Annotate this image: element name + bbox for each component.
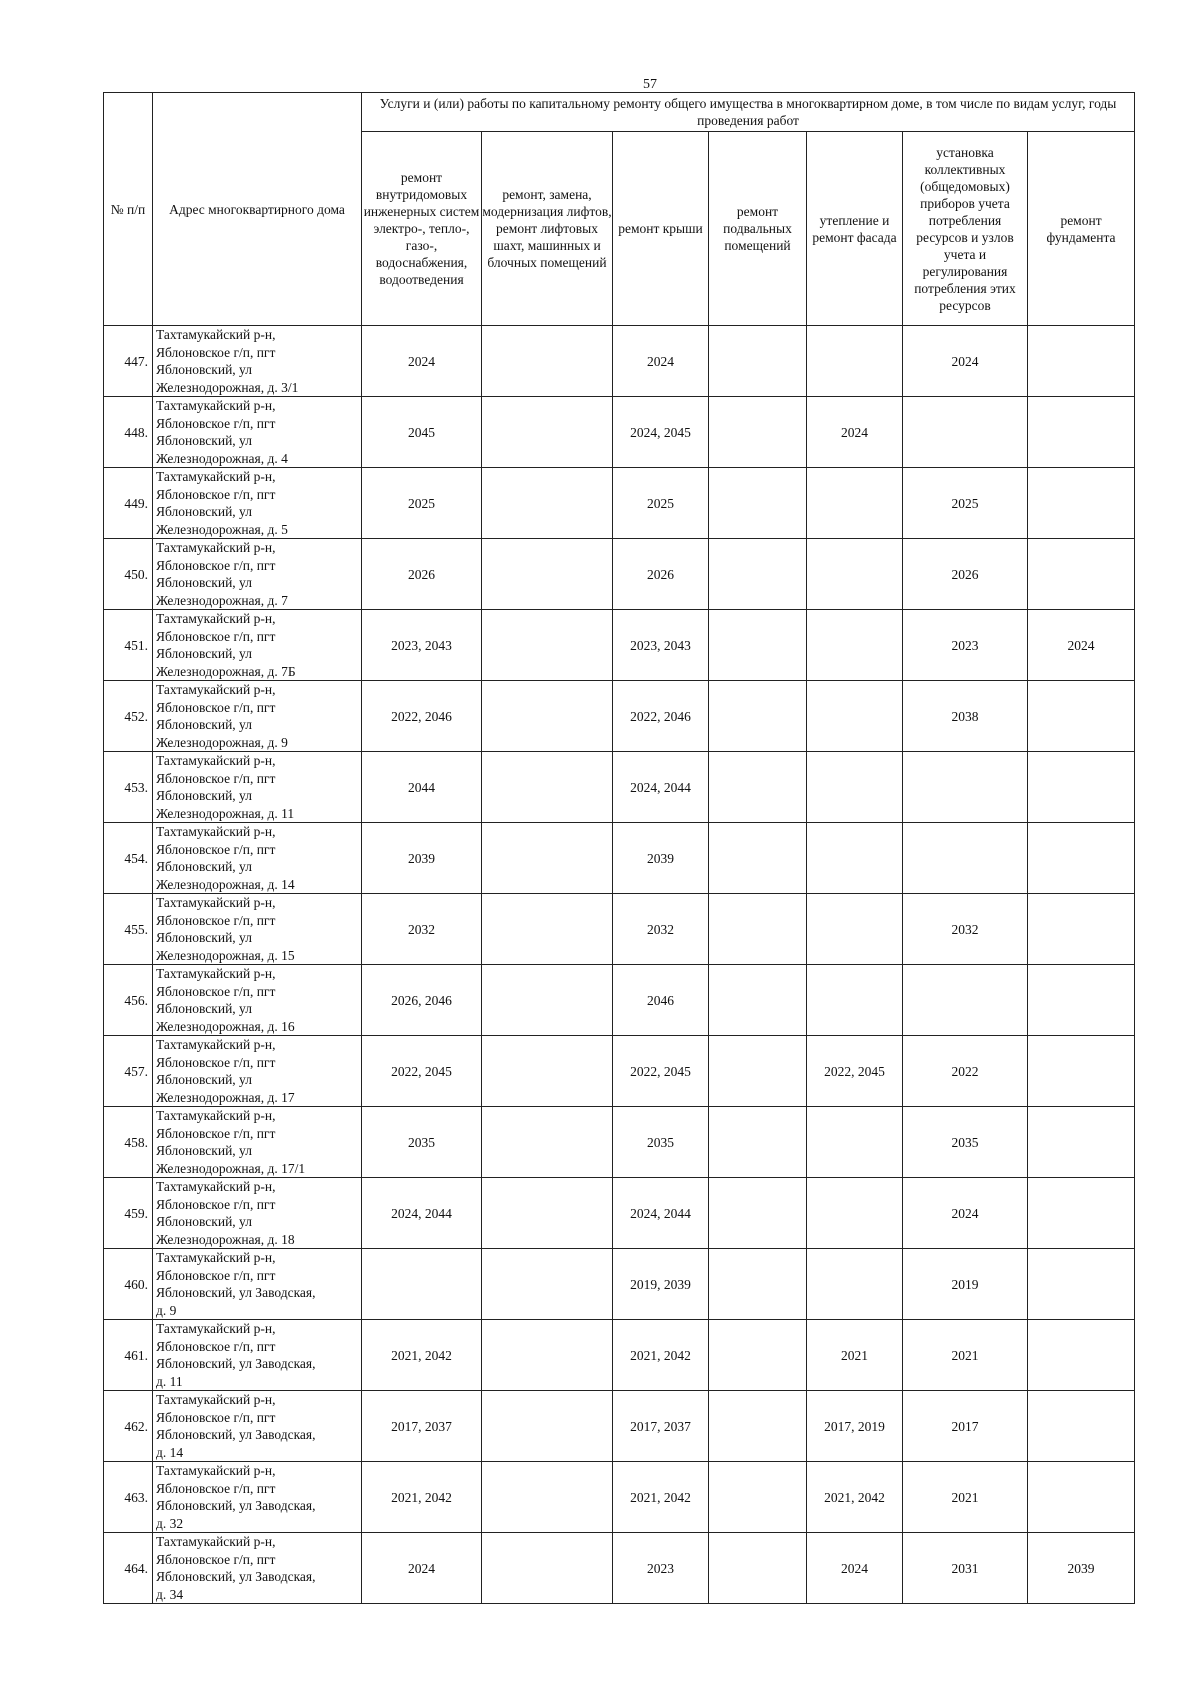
cell-eng: 2024, 2044 — [362, 1178, 482, 1249]
cell-roof: 2025 — [613, 468, 709, 539]
address-line: Тахтамукайский р-н, — [156, 895, 276, 910]
table-row — [104, 1036, 1135, 1107]
cell-meters — [903, 965, 1028, 1036]
table-row — [104, 397, 1135, 468]
cell-meters: 2017 — [903, 1391, 1028, 1462]
table-row — [104, 823, 1135, 894]
address-line: Тахтамукайский р-н, — [156, 1108, 276, 1123]
table-row — [104, 1533, 1135, 1604]
address-line: Тахтамукайский р-н, — [156, 824, 276, 839]
cell-base — [709, 397, 807, 468]
row-address — [153, 610, 362, 681]
cell-eng — [362, 1249, 482, 1320]
cell-found — [1028, 681, 1135, 752]
cell-base — [709, 610, 807, 681]
address-line: Тахтамукайский р-н, — [156, 1534, 276, 1549]
row-number: 453. — [104, 752, 153, 823]
cell-facade — [807, 468, 903, 539]
cell-base — [709, 752, 807, 823]
address-line: Яблоновский, ул — [156, 362, 252, 377]
address-line: Яблоновское г/п, пгт — [156, 1338, 276, 1354]
row-number: 461. — [104, 1320, 153, 1391]
cell-base — [709, 468, 807, 539]
address-line: Железнодорожная, д. 17/1 — [156, 1160, 306, 1176]
cell-eng: 2024 — [362, 326, 482, 397]
row-number: 460. — [104, 1249, 153, 1320]
row-address — [153, 1320, 362, 1391]
cell-meters: 2035 — [903, 1107, 1028, 1178]
address-line: Яблоновский, ул — [156, 1001, 252, 1016]
cell-meters: 2019 — [903, 1249, 1028, 1320]
cell-facade — [807, 681, 903, 752]
row-address — [153, 468, 362, 539]
row-number: 462. — [104, 1391, 153, 1462]
cell-found: 2039 — [1028, 1533, 1135, 1604]
address-line: Железнодорожная, д. 14 — [156, 876, 295, 892]
address-line: Яблоновское г/п, пгт — [156, 1054, 276, 1070]
cell-elev — [482, 326, 613, 397]
address-line: Яблоновский, ул — [156, 717, 252, 732]
address-line: Тахтамукайский р-н, — [156, 611, 276, 626]
address-line: Тахтамукайский р-н, — [156, 540, 276, 555]
table-row — [104, 681, 1135, 752]
table-row — [104, 1320, 1135, 1391]
address-line: Тахтамукайский р-н, — [156, 398, 276, 413]
cell-meters: 2022 — [903, 1036, 1028, 1107]
header-elevators: ремонт, замена, модернизация лифтов, ремонт лифтовых шахт, машинных и блочных помещений — [482, 132, 613, 326]
row-number: 448. — [104, 397, 153, 468]
address-line: Яблоновское г/п, пгт — [156, 1196, 276, 1212]
address-line: Яблоновское г/п, пгт — [156, 1409, 276, 1425]
address-line: Железнодорожная, д. 16 — [156, 1018, 295, 1034]
row-address — [153, 894, 362, 965]
cell-elev — [482, 1107, 613, 1178]
cell-base — [709, 1249, 807, 1320]
address-line: Тахтамукайский р-н, — [156, 1321, 276, 1336]
cell-meters: 2031 — [903, 1533, 1028, 1604]
row-number: 459. — [104, 1178, 153, 1249]
cell-base — [709, 1178, 807, 1249]
cell-eng: 2017, 2037 — [362, 1391, 482, 1462]
header-basement: ремонт подвальных помещений — [709, 132, 807, 326]
table-row — [104, 468, 1135, 539]
address-line: Яблоновское г/п, пгт — [156, 912, 276, 928]
cell-meters: 2024 — [903, 326, 1028, 397]
header-engineering: ремонт внутридомовых инженерных систем электро-, тепло-, газо-, водоснабжения, водоотведения — [362, 132, 482, 326]
cell-roof: 2021, 2042 — [613, 1320, 709, 1391]
address-line: Яблоновский, ул — [156, 504, 252, 519]
cell-base — [709, 1320, 807, 1391]
row-address — [153, 397, 362, 468]
address-line: Яблоновское г/п, пгт — [156, 770, 276, 786]
row-number: 449. — [104, 468, 153, 539]
address-line: Яблоновский, ул — [156, 930, 252, 945]
row-address — [153, 1178, 362, 1249]
cell-found — [1028, 1036, 1135, 1107]
address-line: Яблоновский, ул Заводская, — [156, 1356, 316, 1371]
cell-base — [709, 1533, 807, 1604]
cell-meters — [903, 397, 1028, 468]
table-row — [104, 1249, 1135, 1320]
cell-base — [709, 1391, 807, 1462]
address-line: Яблоновский, ул — [156, 788, 252, 803]
address-line: Яблоновское г/п, пгт — [156, 983, 276, 999]
header-group-title: Услуги и (или) работы по капитальному ремонту общего имущества в многоквартирном доме, в том числе по видам услуг, годы проведения работ — [362, 93, 1135, 132]
row-number: 464. — [104, 1533, 153, 1604]
address-line: Железнодорожная, д. 18 — [156, 1231, 295, 1247]
row-number: 454. — [104, 823, 153, 894]
cell-base — [709, 965, 807, 1036]
cell-roof: 2024, 2044 — [613, 752, 709, 823]
cell-base — [709, 681, 807, 752]
table-row — [104, 1178, 1135, 1249]
address-line: Железнодорожная, д. 15 — [156, 947, 295, 963]
address-line: Яблоновский, ул — [156, 646, 252, 661]
cell-found — [1028, 894, 1135, 965]
cell-eng: 2022, 2045 — [362, 1036, 482, 1107]
cell-roof: 2024, 2045 — [613, 397, 709, 468]
cell-roof: 2023, 2043 — [613, 610, 709, 681]
address-line: Яблоновский, ул Заводская, — [156, 1569, 316, 1584]
table-row — [104, 1462, 1135, 1533]
address-line: Яблоновский, ул Заводская, — [156, 1427, 316, 1442]
page-number: 57 — [643, 77, 657, 92]
cell-found — [1028, 326, 1135, 397]
cell-facade — [807, 1107, 903, 1178]
table-row — [104, 752, 1135, 823]
address-line: Железнодорожная, д. 3/1 — [156, 379, 299, 395]
cell-elev — [482, 1320, 613, 1391]
cell-found — [1028, 468, 1135, 539]
address-line: д. 32 — [156, 1515, 184, 1531]
row-address — [153, 1107, 362, 1178]
cell-roof: 2019, 2039 — [613, 1249, 709, 1320]
cell-found — [1028, 1391, 1135, 1462]
table-row — [104, 610, 1135, 681]
cell-eng: 2022, 2046 — [362, 681, 482, 752]
cell-eng: 2023, 2043 — [362, 610, 482, 681]
table-row — [104, 539, 1135, 610]
address-line: Яблоновское г/п, пгт — [156, 1480, 276, 1496]
cell-meters: 2021 — [903, 1462, 1028, 1533]
cell-elev — [482, 965, 613, 1036]
cell-found — [1028, 823, 1135, 894]
cell-elev — [482, 610, 613, 681]
address-line: Тахтамукайский р-н, — [156, 1392, 276, 1407]
cell-found: 2024 — [1028, 610, 1135, 681]
cell-facade: 2021 — [807, 1320, 903, 1391]
header-meters: установка коллективных (общедомовых) приборов учета потребления ресурсов и узлов учета и регулирования потребления этих ресурсов — [903, 132, 1028, 326]
cell-facade — [807, 823, 903, 894]
address-line: д. 14 — [156, 1444, 184, 1460]
cell-found — [1028, 539, 1135, 610]
cell-meters — [903, 823, 1028, 894]
cell-facade: 2021, 2042 — [807, 1462, 903, 1533]
cell-roof: 2022, 2046 — [613, 681, 709, 752]
cell-roof: 2035 — [613, 1107, 709, 1178]
row-address — [153, 1391, 362, 1462]
header-num: № п/п — [104, 93, 153, 326]
row-number: 456. — [104, 965, 153, 1036]
address-line: Тахтамукайский р-н, — [156, 1179, 276, 1194]
header-roof: ремонт крыши — [613, 132, 709, 326]
cell-elev — [482, 539, 613, 610]
address-line: Железнодорожная, д. 7 — [156, 592, 288, 608]
row-number: 458. — [104, 1107, 153, 1178]
address-line: Яблоновское г/п, пгт — [156, 1551, 276, 1567]
cell-eng: 2024 — [362, 1533, 482, 1604]
cell-roof: 2046 — [613, 965, 709, 1036]
address-line: Яблоновское г/п, пгт — [156, 415, 276, 431]
cell-roof: 2023 — [613, 1533, 709, 1604]
address-line: д. 34 — [156, 1586, 184, 1602]
address-line: Яблоновское г/п, пгт — [156, 1125, 276, 1141]
cell-elev — [482, 1533, 613, 1604]
cell-base — [709, 894, 807, 965]
cell-eng: 2021, 2042 — [362, 1320, 482, 1391]
address-line: Яблоновский, ул — [156, 1072, 252, 1087]
cell-meters — [903, 752, 1028, 823]
cell-roof: 2017, 2037 — [613, 1391, 709, 1462]
cell-elev — [482, 1249, 613, 1320]
header-facade: утепление и ремонт фасада — [807, 132, 903, 326]
cell-elev — [482, 1036, 613, 1107]
cell-found — [1028, 1178, 1135, 1249]
address-line: Железнодорожная, д. 9 — [156, 734, 288, 750]
cell-roof: 2024 — [613, 326, 709, 397]
cell-meters: 2024 — [903, 1178, 1028, 1249]
capital-repair-table — [103, 92, 1135, 1604]
cell-meters: 2026 — [903, 539, 1028, 610]
address-line: Яблоновское г/п, пгт — [156, 1267, 276, 1283]
address-line: Тахтамукайский р-н, — [156, 469, 276, 484]
address-line: Яблоновское г/п, пгт — [156, 486, 276, 502]
table-row — [104, 965, 1135, 1036]
address-line: Яблоновский, ул — [156, 1214, 252, 1229]
table-row — [104, 1391, 1135, 1462]
address-line: Тахтамукайский р-н, — [156, 1463, 276, 1478]
row-number: 452. — [104, 681, 153, 752]
cell-roof: 2039 — [613, 823, 709, 894]
cell-meters: 2032 — [903, 894, 1028, 965]
address-line: Яблоновский, ул — [156, 1143, 252, 1158]
row-address — [153, 1249, 362, 1320]
address-line: Железнодорожная, д. 4 — [156, 450, 288, 466]
table-row — [104, 326, 1135, 397]
address-line: Железнодорожная, д. 11 — [156, 805, 295, 821]
address-line: Тахтамукайский р-н, — [156, 966, 276, 981]
address-line: Тахтамукайский р-н, — [156, 1037, 276, 1052]
address-line: Яблоновский, ул — [156, 859, 252, 874]
row-address — [153, 752, 362, 823]
cell-found — [1028, 1107, 1135, 1178]
cell-eng: 2035 — [362, 1107, 482, 1178]
cell-base — [709, 539, 807, 610]
row-number: 457. — [104, 1036, 153, 1107]
cell-base — [709, 326, 807, 397]
cell-eng: 2044 — [362, 752, 482, 823]
header-address: Адрес многоквартирного дома — [153, 93, 362, 326]
address-line: Тахтамукайский р-н, — [156, 327, 276, 342]
address-line: Тахтамукайский р-н, — [156, 682, 276, 697]
cell-facade — [807, 894, 903, 965]
cell-facade — [807, 610, 903, 681]
row-number: 450. — [104, 539, 153, 610]
cell-eng: 2039 — [362, 823, 482, 894]
row-address — [153, 539, 362, 610]
cell-found — [1028, 965, 1135, 1036]
cell-facade: 2017, 2019 — [807, 1391, 903, 1462]
cell-found — [1028, 1249, 1135, 1320]
row-address — [153, 823, 362, 894]
cell-elev — [482, 397, 613, 468]
row-address — [153, 1462, 362, 1533]
address-line: Тахтамукайский р-н, — [156, 753, 276, 768]
row-number: 447. — [104, 326, 153, 397]
cell-eng: 2045 — [362, 397, 482, 468]
cell-facade — [807, 965, 903, 1036]
cell-base — [709, 1462, 807, 1533]
address-line: Яблоновский, ул Заводская, — [156, 1285, 316, 1300]
cell-meters: 2023 — [903, 610, 1028, 681]
cell-roof: 2021, 2042 — [613, 1462, 709, 1533]
row-address — [153, 965, 362, 1036]
cell-eng: 2032 — [362, 894, 482, 965]
cell-elev — [482, 894, 613, 965]
row-address — [153, 1533, 362, 1604]
cell-found — [1028, 752, 1135, 823]
row-number: 455. — [104, 894, 153, 965]
cell-facade: 2024 — [807, 1533, 903, 1604]
cell-found — [1028, 1320, 1135, 1391]
address-line: Яблоновский, ул — [156, 433, 252, 448]
address-line: Яблоновский, ул Заводская, — [156, 1498, 316, 1513]
cell-elev — [482, 1391, 613, 1462]
address-line: Яблоновское г/п, пгт — [156, 557, 276, 573]
address-line: д. 9 — [156, 1302, 177, 1318]
cell-base — [709, 823, 807, 894]
cell-elev — [482, 681, 613, 752]
cell-facade — [807, 326, 903, 397]
table-row — [104, 894, 1135, 965]
cell-eng: 2021, 2042 — [362, 1462, 482, 1533]
cell-eng: 2026, 2046 — [362, 965, 482, 1036]
cell-meters: 2025 — [903, 468, 1028, 539]
row-number: 451. — [104, 610, 153, 681]
address-line: Яблоновское г/п, пгт — [156, 344, 276, 360]
cell-base — [709, 1107, 807, 1178]
cell-eng: 2026 — [362, 539, 482, 610]
cell-meters: 2021 — [903, 1320, 1028, 1391]
row-number: 463. — [104, 1462, 153, 1533]
cell-meters: 2038 — [903, 681, 1028, 752]
cell-roof: 2024, 2044 — [613, 1178, 709, 1249]
address-line: Яблоновское г/п, пгт — [156, 628, 276, 644]
cell-facade — [807, 1249, 903, 1320]
cell-facade — [807, 539, 903, 610]
cell-roof: 2022, 2045 — [613, 1036, 709, 1107]
cell-facade: 2024 — [807, 397, 903, 468]
cell-found — [1028, 397, 1135, 468]
header-foundation: ремонт фундамента — [1028, 132, 1135, 326]
cell-facade: 2022, 2045 — [807, 1036, 903, 1107]
address-line: Яблоновское г/п, пгт — [156, 699, 276, 715]
address-line: Тахтамукайский р-н, — [156, 1250, 276, 1265]
address-line: Железнодорожная, д. 7Б — [156, 663, 296, 679]
cell-roof: 2026 — [613, 539, 709, 610]
address-line: Железнодорожная, д. 5 — [156, 521, 288, 537]
cell-found — [1028, 1462, 1135, 1533]
cell-eng: 2025 — [362, 468, 482, 539]
cell-elev — [482, 823, 613, 894]
cell-elev — [482, 1178, 613, 1249]
row-address — [153, 1036, 362, 1107]
table-row — [104, 1107, 1135, 1178]
address-line: Железнодорожная, д. 17 — [156, 1089, 295, 1105]
address-line: Яблоновское г/п, пгт — [156, 841, 276, 857]
cell-elev — [482, 468, 613, 539]
table-body — [104, 326, 1135, 1604]
cell-elev — [482, 1462, 613, 1533]
cell-facade — [807, 752, 903, 823]
address-line: Яблоновский, ул — [156, 575, 252, 590]
cell-facade — [807, 1178, 903, 1249]
cell-elev — [482, 752, 613, 823]
cell-base — [709, 1036, 807, 1107]
row-address — [153, 326, 362, 397]
cell-roof: 2032 — [613, 894, 709, 965]
address-line: д. 11 — [156, 1373, 183, 1389]
row-address — [153, 681, 362, 752]
